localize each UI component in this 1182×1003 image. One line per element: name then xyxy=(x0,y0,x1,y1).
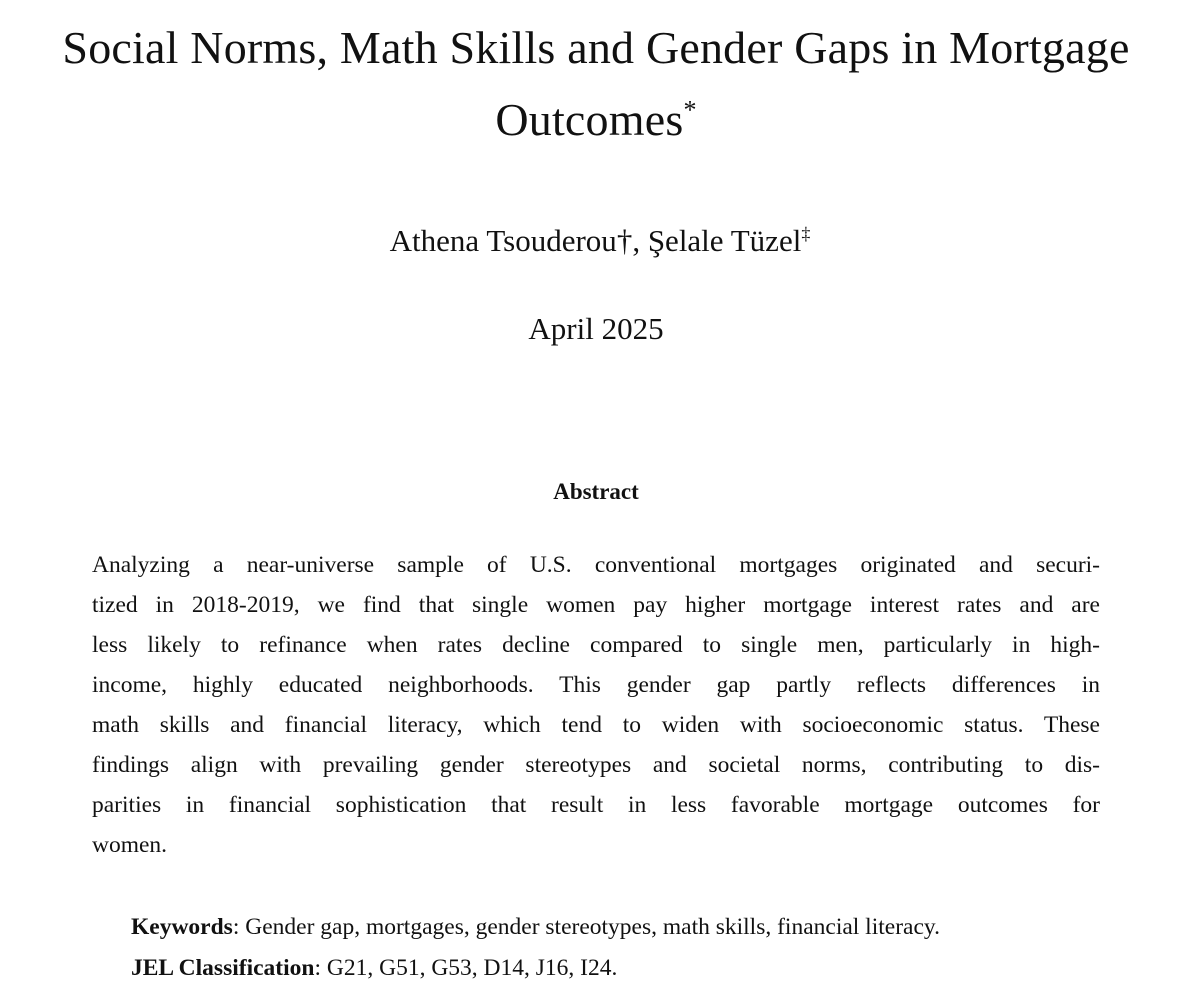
abstract-text xyxy=(92,545,1100,865)
abstract-line: math skills and financial literacy, which tend to widen with socioeconomic status. These xyxy=(92,712,1100,738)
jel-classification-line xyxy=(131,948,1131,988)
abstract-heading: Abstract xyxy=(553,479,639,504)
jel-label: JEL Classification xyxy=(131,955,315,981)
author-footnote-mark[interactable]: ‡ xyxy=(801,223,811,244)
abstract-line: tized in 2018-2019, we find that single women pay higher mortgage interest rates and are xyxy=(92,592,1100,618)
keywords-label: Keywords xyxy=(131,914,233,940)
abstract-line: parities in financial sophistication that result in less favorable mortgage outcomes for xyxy=(92,792,1100,818)
abstract-line: findings align with prevailing gender stereotypes and societal norms, contributing to dis- xyxy=(92,752,1100,778)
title-footnote-mark[interactable]: * xyxy=(683,95,697,125)
author-name: Athena Tsouderou xyxy=(389,223,617,258)
title-line-1: Social Norms, Math Skills and Gender Gaps in Mortgage xyxy=(62,22,1130,73)
title-line-2: Outcomes xyxy=(495,94,684,145)
author-name: Şelale Tüzel xyxy=(647,223,802,258)
paper-title xyxy=(0,12,1182,156)
keywords-value: : Gender gap, mortgages, gender stereotypes, math skills, financial literacy. xyxy=(232,914,940,940)
author-footnote-mark[interactable]: † xyxy=(616,223,633,258)
abstract-line: Analyzing a near-universe sample of U.S. conventional mortgages originated and securi- xyxy=(92,552,1100,578)
jel-value: : G21, G51, G53, D14, J16, I24. xyxy=(314,955,618,981)
publication-date: April 2025 xyxy=(528,311,664,346)
keywords-line xyxy=(131,907,1131,947)
abstract-line: women. xyxy=(92,832,168,858)
author-separator: , xyxy=(632,223,641,258)
author-list xyxy=(0,218,1182,264)
abstract-line: income, highly educated neighborhoods. This gender gap partly reflects differences in xyxy=(92,672,1100,698)
abstract-line: less likely to refinance when rates decline compared to single men, particularly in high- xyxy=(92,632,1100,658)
